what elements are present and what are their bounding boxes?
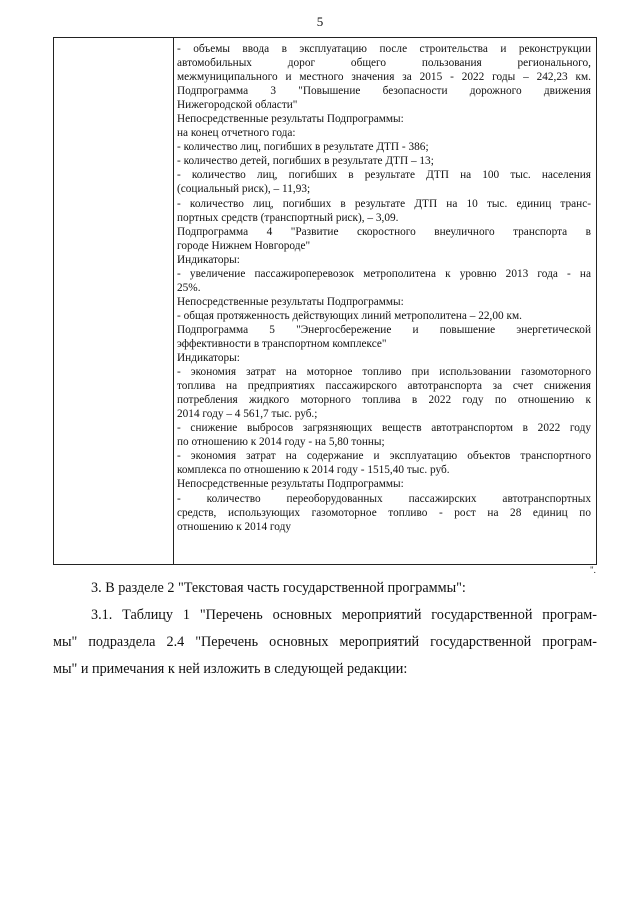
table-text-line: - количество лиц, погибших в результате ДТП на 10 тыс. единиц транс-: [177, 197, 591, 210]
table-text-line: - общая протяженность действующих линий метрополитена – 22,00 км.: [177, 309, 522, 322]
table-text-line: (социальный риск), – 11,93;: [177, 183, 311, 196]
table-text-line: Непосредственные результаты Подпрограммы:: [177, 113, 404, 126]
paragraph-line: мы" и примечания к ней изложить в следующей редакции:: [53, 661, 408, 677]
table-text-line: топлива на предприятиях пассажирского автотранспорта за счет снижения: [177, 380, 591, 393]
table-text-line: - количество лиц, погибших в результате ДТП на 100 тыс. населения: [177, 169, 591, 182]
closing-quote: ".: [590, 565, 596, 575]
table-text-line: городе Нижнем Новгороде": [177, 239, 311, 252]
table-right-cell: [177, 42, 591, 534]
paragraph-line: мы" подраздела 2.4 "Перечень основных мероприятий государственной програм-: [53, 634, 597, 650]
table-text-line: - экономия затрат на моторное топливо при использовании газомоторного: [177, 366, 591, 379]
table-text-line: Нижегородской области": [177, 99, 298, 112]
table-text-line: на конец отчетного года:: [177, 127, 296, 140]
paragraph-3-1: [53, 602, 597, 683]
table-text-line: межмуниципального и местного значения за 2015 - 2022 годы – 242,23 км.: [177, 71, 591, 84]
table-text-line: потребления жидкого моторного топлива в 2022 году по отношению к: [177, 394, 591, 407]
paragraph-line: 3. В разделе 2 "Текстовая часть государственной программы":: [91, 580, 466, 596]
table-text-line: отношению к 2014 году: [177, 520, 292, 533]
table-text-line: Индикаторы:: [177, 352, 240, 365]
table-text-line: - количество лиц, погибших в результате ДТП - 386;: [177, 141, 429, 154]
table-text-line: 2014 году – 4 561,7 тыс. руб.;: [177, 408, 318, 421]
table-text-line: комплекса по отношению к 2014 году - 1515,40 тыс. руб.: [177, 464, 450, 477]
table-text-line: Подпрограмма 3 "Повышение безопасности дорожного движения: [177, 85, 591, 98]
passport-table: [53, 37, 597, 565]
paragraph-section-2: [53, 575, 597, 602]
table-text-line: Индикаторы:: [177, 253, 240, 266]
table-text-line: Подпрограмма 5 "Энергосбережение и повышение энергетической: [177, 323, 591, 336]
table-text-line: средств, использующих газомоторное топливо - рост на 28 единиц по: [177, 506, 591, 519]
table-text-line: автомобильных дорог общего пользования регионального,: [177, 57, 591, 70]
page-number: 5: [316, 14, 324, 29]
table-text-line: - снижение выбросов загрязняющих веществ автотранспортом в 2022 году: [177, 422, 591, 435]
table-text-line: - объемы ввода в эксплуатацию после строительства и реконструкции: [177, 43, 591, 55]
table-text-line: 25%.: [177, 281, 201, 294]
paragraph-line: 3.1. Таблицу 1 "Перечень основных мероприятий государственной програм-: [91, 607, 597, 623]
table-text-line: по отношению к 2014 году - на 5,80 тонны;: [177, 436, 385, 449]
table-text-line: - количество переоборудованных пассажирских автотранспортных: [177, 492, 591, 505]
table-text-line: - увеличение пассажироперевозок метрополитена к уровню 2013 года - на: [177, 267, 591, 280]
table-text-line: Подпрограмма 4 "Развитие скоростного внеуличного транспорта в: [177, 225, 591, 238]
table-text-line: Непосредственные результаты Подпрограммы:: [177, 478, 404, 491]
table-text-line: - количество детей, погибших в результате ДТП – 13;: [177, 155, 434, 168]
table-text-line: эффективности в транспортном комплексе": [177, 337, 387, 350]
table-left-cell: [54, 38, 174, 564]
table-text-line: - экономия затрат на содержание и эксплуатацию объектов транспортного: [177, 450, 591, 463]
table-text-line: Непосредственные результаты Подпрограммы:: [177, 295, 404, 308]
table-text-line: портных средств (транспортный риск), – 3,09.: [177, 211, 399, 224]
